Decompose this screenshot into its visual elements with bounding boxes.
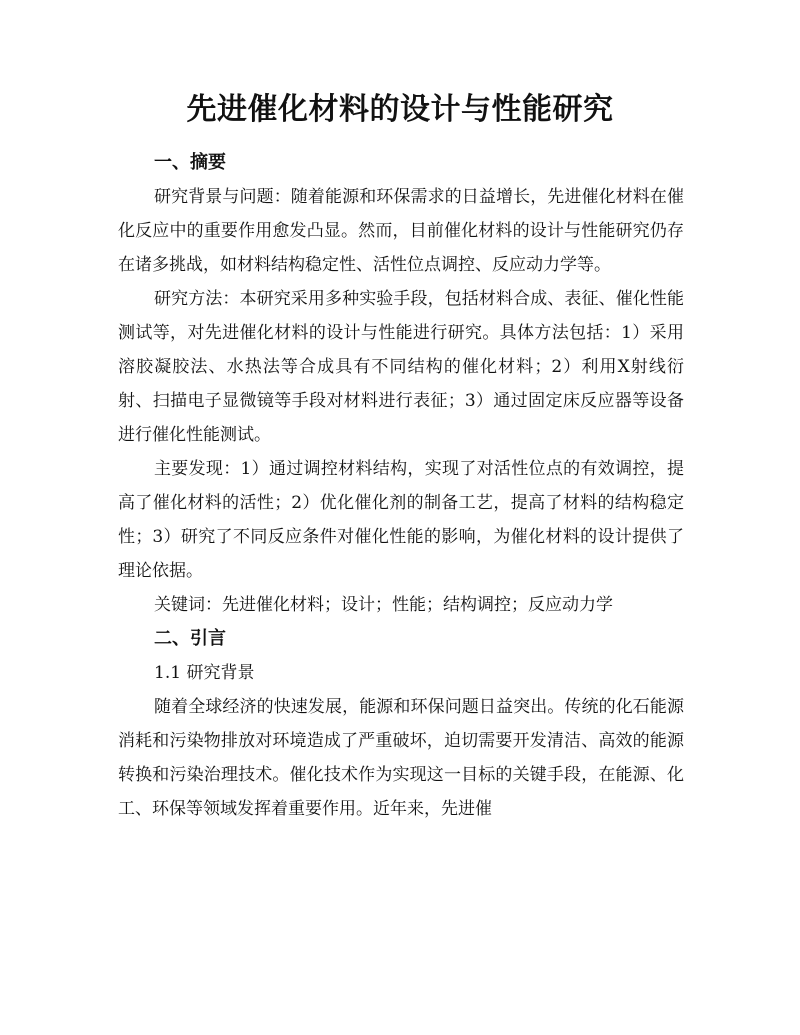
subsection-heading-background: 1.1 研究背景 bbox=[154, 663, 255, 683]
section-heading-introduction: 二、引言 bbox=[154, 628, 226, 649]
abstract-findings-paragraph: 主要发现：1）通过调控材料结构，实现了对活性位点的有效调控，提高了催化材料的活性；2）优化催化剂的制备工艺，提高了材料的结构稳定性；3）研究了不同反应条件对催化性能的影响，为催化材料的设计提供了理论依据。 bbox=[118, 459, 684, 581]
abstract-methods-paragraph: 研究方法：本研究采用多种实验手段，包括材料合成、表征、催化性能测试等，对先进催化材料的设计与性能进行研究。具体方法包括：1）采用溶胶凝胶法、水热法等合成具有不同结构的催化材料；2）利用X射线衍射、扫描电子显微镜等手段对材料进行表征；3）通过固定床反应器等设备进行催化性能测试。 bbox=[118, 289, 684, 445]
document-title: 先进催化材料的设计与性能研究 bbox=[186, 92, 614, 127]
introduction-paragraph: 随着全球经济的快速发展，能源和环保问题日益突出。传统的化石能源消耗和污染物排放对环境造成了严重破坏，迫切需要开发清洁、高效的能源转换和污染治理技术。催化技术作为实现这一目标的关键手段，在能源、化工、环保等领域发挥着重要作用。近年来，先进催 bbox=[118, 697, 684, 819]
section-heading-abstract: 一、摘要 bbox=[154, 152, 226, 173]
abstract-background-paragraph: 研究背景与问题：随着能源和环保需求的日益增长，先进催化材料在催化反应中的重要作用愈发凸显。然而，目前催化材料的设计与性能研究仍存在诸多挑战，如材料结构稳定性、活性位点调控、反应动力学等。 bbox=[118, 187, 684, 275]
keywords-paragraph: 关键词：先进催化材料；设计；性能；结构调控；反应动力学 bbox=[154, 595, 613, 615]
document-body bbox=[118, 146, 684, 826]
